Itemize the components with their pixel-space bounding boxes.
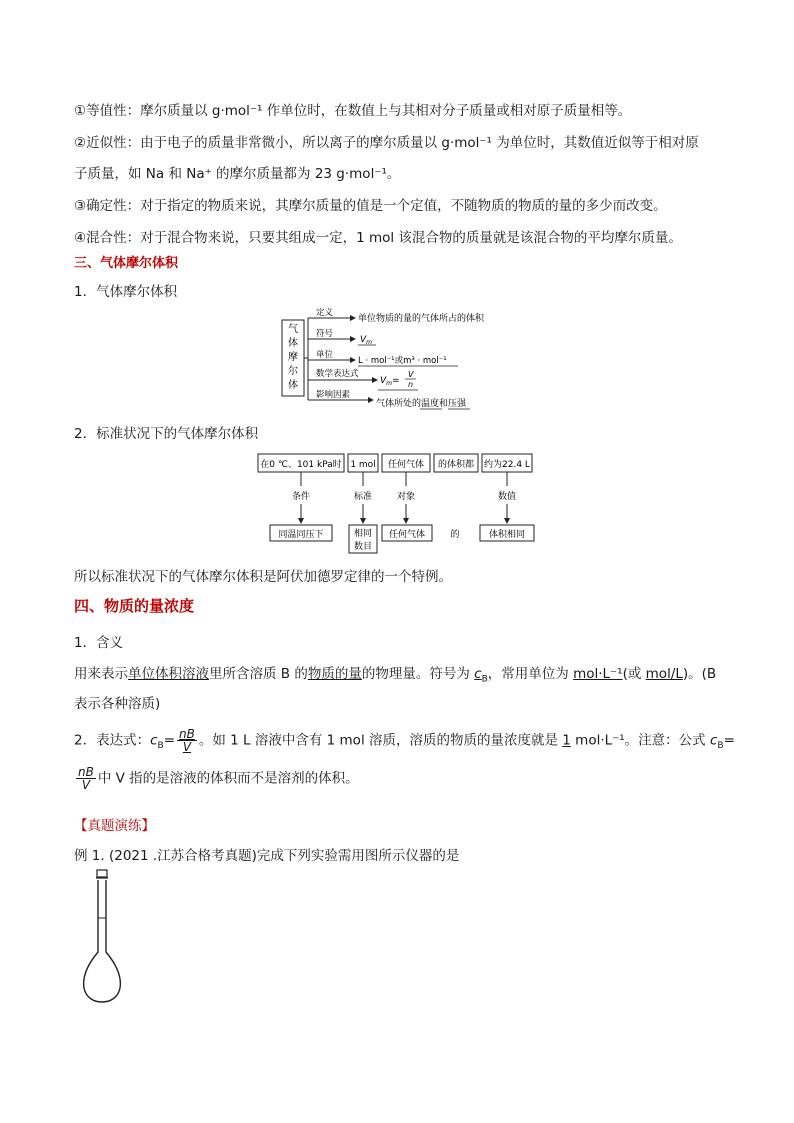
- practice-heading: 【真题演练】: [74, 818, 155, 834]
- diagram1-root-char: 尔: [288, 366, 298, 377]
- diagram1-value-factors: 气体所处的温度和压强: [376, 399, 467, 409]
- diagram1-value-symbol: $V_m$: [360, 335, 373, 346]
- property-approximate-a: ②近似性：由于电子的质量非常微小，所以离子的摩尔质量以 g·mol⁻¹ 为单位时，其数值近似等于相对原: [74, 135, 699, 151]
- diagram1-row-symbol: [308, 328, 376, 346]
- concentration-expression-note: $\frac{nB}{V}$ 中 V 指的是溶液的体积而不是溶剂的体积。: [78, 765, 359, 792]
- diagram1-value-definition: 单位物质的量的气体所占的体积: [358, 314, 485, 324]
- diagram1-label-symbol: 符号: [316, 329, 334, 339]
- diagram1-value-formula: $V_m=$: [380, 376, 400, 387]
- concentration-definition-a: 用来表示单位体积溶液里所含溶质 B 的物质的量的物理量。符号为 $c_B$，常用单位为 mol·L⁻¹(或 mol/L)。(B: [74, 666, 717, 685]
- section-4-heading: 四、物质的量浓度: [74, 597, 195, 615]
- diagram1-root-char: 摩: [288, 352, 298, 363]
- property-approximate-b: 子质量，如 Na 和 Na⁺ 的摩尔质量都为 23 g·mol⁻¹。: [74, 166, 401, 182]
- property-definite: ③确定性：对于指定的物质来说，其摩尔质量的值是一个定值，不随物质的物质的量的多少而改变。: [74, 198, 667, 214]
- section-3-item-2: 2．标准状况下的气体摩尔体积: [74, 426, 259, 442]
- diagram1-row-formula: [308, 368, 418, 390]
- section-3-heading: 三、气体摩尔体积: [74, 256, 179, 271]
- diagram2-bottom-condition: 同温同压下: [278, 530, 324, 540]
- svg-text:数目: 数目: [353, 542, 373, 552]
- diagram2-mid-standard: 标准: [353, 492, 373, 502]
- diagram2-bottom-same-number: 相同: [353, 529, 373, 539]
- diagram1-root-char: 体: [288, 338, 298, 349]
- section-3-item-1: 1．气体摩尔体积: [74, 284, 178, 300]
- concentration-expression: 2．表达式：$c_B=$ $\frac{nB}{V}$ 。如 1 L 溶液中含有 1 mol 溶质，溶质的物质的量浓度就是 1 mol·L⁻¹。注意：公式 $c_B=$: [74, 727, 735, 754]
- property-mixture: ④混合性：对于混合物来说，只要其组成一定，1 mol 该混合物的质量就是该混合物的平均摩尔质量。: [74, 230, 682, 246]
- diagram2-bottom-value: 体积相同: [488, 530, 526, 540]
- diagram1-root-char: 气: [288, 324, 298, 335]
- svg-text:V: V: [408, 370, 414, 379]
- standard-condition-diagram: [256, 452, 536, 554]
- diagram1-row-factors: [308, 389, 470, 409]
- diagram2-mid-value: 数值: [497, 492, 517, 502]
- svg-text:n: n: [408, 380, 414, 389]
- section-3-conclusion: 所以标准状况下的气体摩尔体积是阿伏加德罗定律的一个特例。: [74, 569, 452, 585]
- gas-molar-volume-diagram: [280, 306, 500, 414]
- diagram2-mid-object: 对象: [396, 492, 416, 502]
- diagram1-value-unit: L · mol⁻¹或m³ · mol⁻¹: [358, 356, 447, 366]
- practice-example-1: 例 1. (2021 .江苏合格考真题)完成下列实验需用图所示仪器的是: [74, 848, 460, 864]
- section-4-item-1: 1．含义: [74, 635, 124, 651]
- diagram2-top-object: 任何气体: [387, 460, 425, 470]
- diagram1-label-definition: 定义: [316, 308, 334, 318]
- diagram1-label-formula: 数学表达式: [316, 369, 359, 379]
- diagram1-label-factors: 影响因素: [316, 390, 351, 400]
- diagram2-top-condition: 在0 ℃、101 kPa时: [260, 460, 342, 470]
- volumetric-flask-image: [80, 868, 124, 1006]
- diagram2-mid-condition: 条件: [291, 492, 311, 502]
- diagram2-bottom-object: 任何气体: [388, 530, 426, 540]
- concentration-definition-b: 表示各种溶质): [74, 696, 161, 712]
- diagram1-row-definition: [308, 307, 485, 324]
- diagram1-row-unit: [308, 349, 458, 366]
- diagram2-top-amount: 1 mol: [350, 460, 376, 470]
- diagram1-root-char: 体: [288, 380, 298, 391]
- property-equal-value: ①等值性：摩尔质量以 g·mol⁻¹ 作单位时，在数值上与其相对分子质量或相对原子质量相等。: [74, 103, 632, 119]
- diagram2-top-verb: 的体积都: [437, 460, 475, 470]
- diagram1-label-unit: 单位: [316, 350, 334, 360]
- diagram2-top-value: 约为22.4 L: [484, 460, 530, 470]
- diagram2-bottom-of: 的: [450, 530, 460, 540]
